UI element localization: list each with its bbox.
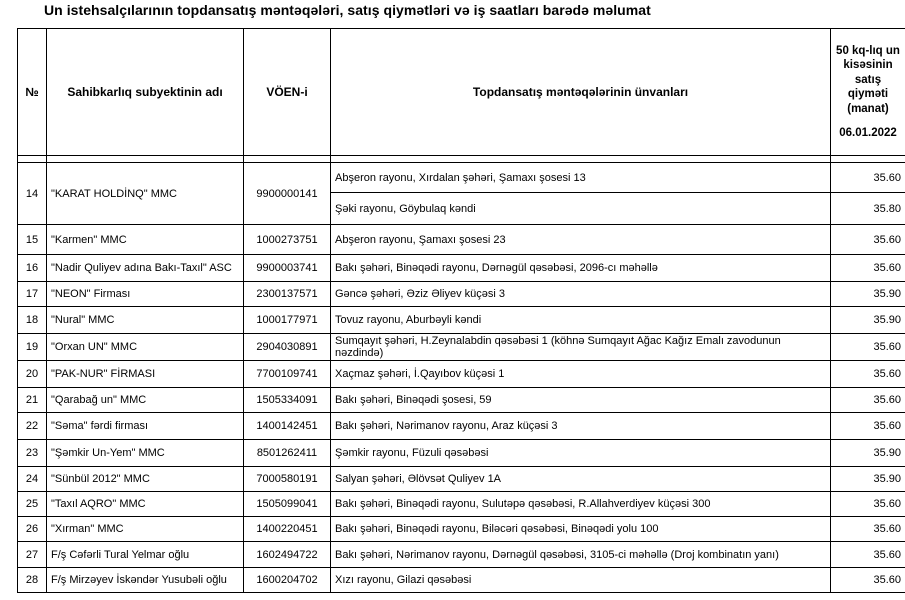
table-row: [18, 568, 905, 593]
row-num: 21: [18, 388, 47, 413]
row-price: 35.60: [831, 492, 905, 517]
header-price-line: qiyməti: [847, 88, 889, 100]
table-row: [18, 361, 905, 388]
header-address: Topdansatış məntəqələrinin ünvanları: [331, 29, 831, 156]
row-num: 18: [18, 307, 47, 334]
row-name: "Qarabağ un" MMC: [47, 388, 244, 413]
header-price-line: kisəsinin: [843, 59, 893, 71]
row-name: "Karmen" MMC: [47, 225, 244, 255]
row-price: 35.80: [831, 193, 905, 225]
row-price: 35.60: [831, 334, 905, 361]
table-row: [18, 440, 905, 467]
row-address: Salyan şəhəri, Əlövsət Quliyev 1A: [331, 467, 831, 492]
row-name: "Nural" MMC: [47, 307, 244, 334]
row-voen: 1000273751: [244, 225, 331, 255]
table-row: [18, 163, 905, 193]
row-price: 35.60: [831, 225, 905, 255]
row-num: 22: [18, 413, 47, 440]
row-address: Abşeron rayonu, Şamaxı şosesi 23: [331, 225, 831, 255]
row-address: Bakı şəhəri, Nərimanov rayonu, Dərnəgül qəsəbəsi, 3105-ci məhəllə (Droj kombinatın yanı): [331, 542, 831, 568]
row-voen: 1400142451: [244, 413, 331, 440]
row-address: Xızı rayonu, Gilazi qəsəbəsi: [331, 568, 831, 593]
row-num: 16: [18, 255, 47, 282]
table-row: [18, 413, 905, 440]
row-name: "Xırman" MMC: [47, 517, 244, 542]
row-voen: 9900003741: [244, 255, 331, 282]
row-name: "PAK-NUR" FİRMASI: [47, 361, 244, 388]
header-num: №: [18, 29, 47, 156]
row-name: F/ş Mirzəyev İskəndər Yusubəli oğlu: [47, 568, 244, 593]
row-address: Sumqayıt şəhəri, H.Zeynalabdin qəsəbəsi 1 (köhnə Sumqayıt Ağac Kağız Emalı zavodunun nəzdində): [331, 334, 831, 361]
table-row: [18, 517, 905, 542]
row-address: Bakı şəhəri, Binəqədi rayonu, Biləcəri qəsəbəsi, Binəqədi yolu 100: [331, 517, 831, 542]
row-voen: 1602494722: [244, 542, 331, 568]
row-address: Xaçmaz şəhəri, İ.Qayıbov küçəsi 1: [331, 361, 831, 388]
row-num: 27: [18, 542, 47, 568]
row-price: 35.90: [831, 467, 905, 492]
table-gap-row: [18, 156, 905, 163]
row-price: 35.60: [831, 568, 905, 593]
row-voen: 1505099041: [244, 492, 331, 517]
row-voen: 1000177971: [244, 307, 331, 334]
table-row: [18, 307, 905, 334]
row-price: 35.90: [831, 282, 905, 307]
row-num: 24: [18, 467, 47, 492]
row-address: Bakı şəhəri, Binəqədi rayonu, Dərnəgül qəsəbəsi, 2096-cı məhəllə: [331, 255, 831, 282]
row-name: "Şəmkir Un-Yem" MMC: [47, 440, 244, 467]
row-voen: 1505334091: [244, 388, 331, 413]
header-voen: VÖEN-i: [244, 29, 331, 156]
header-price-line: satış: [854, 73, 882, 86]
row-num: 17: [18, 282, 47, 307]
row-name: "KARAT HOLDİNQ" MMC: [47, 163, 244, 225]
row-voen: 9900000141: [244, 163, 331, 225]
header-price-date: 06.01.2022: [839, 127, 897, 139]
header-name: Sahibkarlıq subyektinin adı: [47, 29, 244, 156]
row-address: Bakı şəhəri, Binəqədi şosesi, 59: [331, 388, 831, 413]
table-row: [18, 492, 905, 517]
row-num: 25: [18, 492, 47, 517]
row-name: "Orxan UN" MMC: [47, 334, 244, 361]
row-num: 28: [18, 568, 47, 593]
row-price: 35.90: [831, 307, 905, 334]
table-row: [18, 388, 905, 413]
row-price: 35.60: [831, 255, 905, 282]
header-row: [18, 29, 905, 156]
row-price: 35.60: [831, 413, 905, 440]
row-voen: 1600204702: [244, 568, 331, 593]
header-price-line: (manat): [847, 102, 889, 115]
table-row: [18, 334, 905, 361]
row-address: Bakı şəhəri, Nərimanov rayonu, Araz küçəsi 3: [331, 413, 831, 440]
row-address: Abşeron rayonu, Xırdalan şəhəri, Şamaxı şosesi 13: [331, 163, 831, 193]
table-row: [18, 225, 905, 255]
row-name: "Nadir Quliyev adına Bakı-Taxıl" ASC: [47, 255, 244, 282]
header-price-line: 50 kq-lıq un: [836, 44, 900, 57]
row-price: 35.60: [831, 542, 905, 568]
row-num: 20: [18, 361, 47, 388]
document-title: Un istehsalçılarının topdansatış məntəqələri, satış qiymətləri və iş saatları barədə məlumat: [44, 2, 651, 18]
header-price: [831, 29, 905, 156]
row-num: 15: [18, 225, 47, 255]
row-name: "Səma" fərdi firması: [47, 413, 244, 440]
row-address: Şəki rayonu, Göybulaq kəndi: [331, 193, 831, 225]
row-num: 26: [18, 517, 47, 542]
row-price: 35.90: [831, 440, 905, 467]
price-table: [17, 28, 905, 593]
row-num: 14: [18, 163, 47, 225]
row-price: 35.60: [831, 361, 905, 388]
row-voen: 7000580191: [244, 467, 331, 492]
row-address: Gəncə şəhəri, Əziz Əliyev küçəsi 3: [331, 282, 831, 307]
row-name: "NEON" Firması: [47, 282, 244, 307]
table-row: [18, 542, 905, 568]
row-voen: 8501262411: [244, 440, 331, 467]
row-name: F/ş Cəfərli Tural Yelmar oğlu: [47, 542, 244, 568]
row-num: 19: [18, 334, 47, 361]
row-price: 35.60: [831, 517, 905, 542]
row-price: 35.60: [831, 388, 905, 413]
row-address: Bakı şəhəri, Binəqədi rayonu, Sulutəpə qəsəbəsi, R.Allahverdiyev küçəsi 300: [331, 492, 831, 517]
row-address: Tovuz rayonu, Aburbəyli kəndi: [331, 307, 831, 334]
table-row: [18, 467, 905, 492]
row-price: 35.60: [831, 163, 905, 193]
row-num: 23: [18, 440, 47, 467]
row-voen: 2300137571: [244, 282, 331, 307]
row-name: "Sünbül 2012" MMC: [47, 467, 244, 492]
row-name: "Taxıl AQRO" MMC: [47, 492, 244, 517]
row-address: Şəmkir rayonu, Füzuli qəsəbəsi: [331, 440, 831, 467]
table-row: [18, 282, 905, 307]
row-voen: 1400220451: [244, 517, 331, 542]
row-voen: 7700109741: [244, 361, 331, 388]
table-row: [18, 255, 905, 282]
row-voen: 2904030891: [244, 334, 331, 361]
